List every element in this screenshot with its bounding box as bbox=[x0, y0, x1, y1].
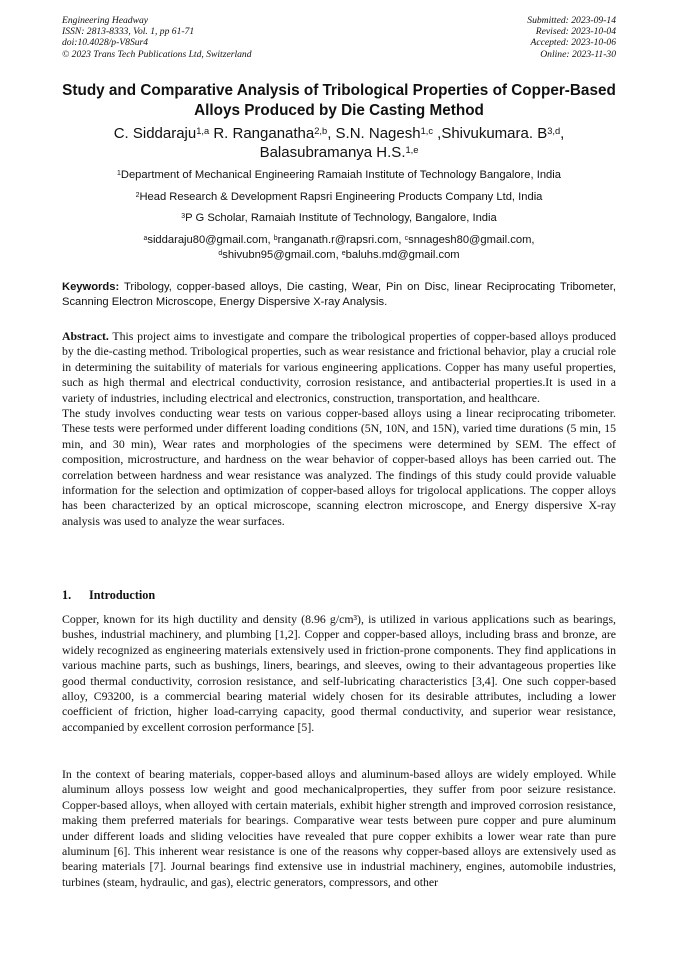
affiliation-text: Department of Mechanical Engineering Ramaiah Institute of Technology Bangalore, India bbox=[120, 169, 561, 181]
section-title: Introduction bbox=[89, 588, 156, 602]
email-address[interactable]: baluhs.md@gmail.com bbox=[345, 249, 460, 261]
intro-paragraph-2: In the context of bearing materials, copper-based alloys and aluminum-based alloys are widely employed. While aluminum alloys possess low weight and good mechanicalproperties, they suffer from poor seizure resistance. Copper-based alloys, when alloyed with certain materials, exhibit higher strength and improved corrosion resistance, making them preferred materials for bearings. Comparative wear tests between pure copper and pure aluminum under different loads and sliding velocities have revealed that pure copper exhibits a lower wear rate than pure aluminum [6]. This inherent wear resistance is one of the reasons why copper-based alloys are extensively used as bearing materials [7]. Journal bearings find extensive use in industrial machinery, engines, automobile industries, turbines (steam, hydraulic, and gas), electric generators, compressors, and other bbox=[62, 767, 616, 889]
affiliation-marker: 2 bbox=[135, 191, 140, 199]
section-heading bbox=[62, 588, 155, 603]
affiliation-marker: 1 bbox=[117, 169, 121, 177]
submitted-date: Submitted: 2023-09-14 bbox=[527, 15, 616, 26]
author-name: ,Shivukumara. B bbox=[432, 125, 548, 142]
journal-name: Engineering Headway bbox=[62, 15, 149, 26]
email-marker: d bbox=[218, 249, 223, 257]
author-name: R. Ranganatha bbox=[209, 125, 315, 142]
affiliation-1 bbox=[62, 168, 616, 182]
author-separator: , bbox=[560, 125, 565, 142]
copyright-line: © 2023 Trans Tech Publications Ltd, Switzerland bbox=[62, 48, 252, 60]
author-name: C. Siddaraju bbox=[113, 125, 197, 142]
abstract-paragraph bbox=[62, 329, 616, 406]
author-superscript: 2,b bbox=[314, 125, 328, 136]
affiliation-3 bbox=[62, 211, 616, 225]
accepted-date: Accepted: 2023-10-06 bbox=[530, 37, 616, 49]
keywords-label: Keywords: bbox=[62, 281, 120, 293]
journal-info bbox=[62, 15, 252, 60]
email-marker: b bbox=[273, 234, 278, 242]
author-superscript: 1,a bbox=[196, 125, 210, 136]
abstract-block bbox=[62, 329, 616, 529]
abstract-text: This project aims to investigate and compare the tribological properties of copper-based alloys produced by the die-casting method. Tribological properties, such as wear resistance and frictional behavior, play a crucial role in determining the suitability of materials for various engineering applications. Copper has many useful properties, such as high thermal and electrical conductivity, corrosion resistance, and antibacterial properties.It is used in a variety of industries, including electrical and electronics, construction, transportation, and healthcare. bbox=[62, 329, 616, 405]
author-superscript: 1,c bbox=[420, 125, 433, 136]
section-number: 1. bbox=[62, 588, 72, 602]
affiliation-2 bbox=[62, 190, 616, 204]
paper-title: Study and Comparative Analysis of Tribological Properties of Copper-Based Alloys Produced by Die Casting Method bbox=[62, 82, 616, 119]
email-address[interactable]: siddaraju80@gmail.com, bbox=[147, 234, 274, 246]
author-name: Balasubramanya H.S. bbox=[259, 144, 406, 161]
author-list bbox=[62, 124, 616, 162]
email-marker: e bbox=[341, 249, 346, 257]
online-date: Online: 2023-11-30 bbox=[540, 48, 616, 60]
revised-date: Revised: 2023-10-04 bbox=[535, 26, 616, 38]
keywords-text: Tribology, copper-based alloys, Die casting, Wear, Pin on Disc, linear Reciprocating Tribometer, Scanning Electron Microscope, Energy Dispersive X-ray Analysis. bbox=[62, 281, 616, 308]
keywords-block bbox=[62, 280, 616, 310]
email-list bbox=[62, 233, 616, 263]
issn-line: ISSN: 2813-8333, Vol. 1, pp 61-71 bbox=[62, 26, 195, 38]
email-address[interactable]: shivubn95@gmail.com, bbox=[222, 249, 342, 261]
abstract-label: Abstract. bbox=[62, 329, 109, 343]
email-address[interactable]: snnagesh80@gmail.com, bbox=[408, 234, 535, 246]
author-superscript: 1,e bbox=[405, 144, 419, 155]
affiliation-text: Head Research & Development Rapsri Engineering Products Company Ltd, India bbox=[139, 191, 543, 203]
doi-line: doi:10.4028/p-V8Sur4 bbox=[62, 37, 149, 49]
affiliation-text: P G Scholar, Ramaiah Institute of Technology, Bangalore, India bbox=[185, 212, 497, 224]
dates-info bbox=[527, 15, 616, 60]
intro-paragraph-1: Copper, known for its high ductility and density (8.96 g/cm³), is utilized in various applications such as bearings, bushes, industrial machinery, and plumbing [1,2]. Copper and copper-based alloys, including brass and bronze, are widely recognized as engineering materials extensively used in friction-prone components. They find applications in various machine parts, such as bushings, liners, bearings, and sleeves, owing to their advantageous properties like good thermal conductivity, corrosion resistance, and self-lubricating characteristics [3,4]. One such copper-based alloy, C93200, is a commercial bearing material widely chosen for its desirable attributes, including a lower coefficient of friction, higher load-carrying capacity, good thermal conductivity, and superior wear resistance, accompanied by excellent corrosion performance [5]. bbox=[62, 612, 616, 734]
affiliation-marker: 3 bbox=[181, 212, 186, 220]
author-name: , S.N. Nagesh bbox=[327, 125, 421, 142]
email-address[interactable]: ranganath.r@rapsri.com, bbox=[277, 234, 405, 246]
email-marker: c bbox=[404, 234, 409, 242]
abstract-paragraph: The study involves conducting wear tests on various copper-based alloys using a linear reciprocating tribometer. These tests were performed under different loading conditions (5N, 10N, and 15N), varied time durations (5 min, 15 min, and 30 min), Wear rates and morphologies of the specimens were determined by SEM. The effect of composition, microstructure, and hardness on the wear behavior of copper-based alloys has been carried out. The correlation between hardness and wear resistance was analyzed. The findings of this study could provide valuable information for the selection and optimization of copper-based alloys for trigolocal applications. The copper alloys has been characterized by an optical microscope, scanning electron microscope, and Energy dispersive X-ray analysis was used to analyze the wear surfaces. bbox=[62, 406, 616, 528]
email-marker: a bbox=[143, 234, 148, 242]
author-superscript: 3,d bbox=[547, 125, 561, 136]
